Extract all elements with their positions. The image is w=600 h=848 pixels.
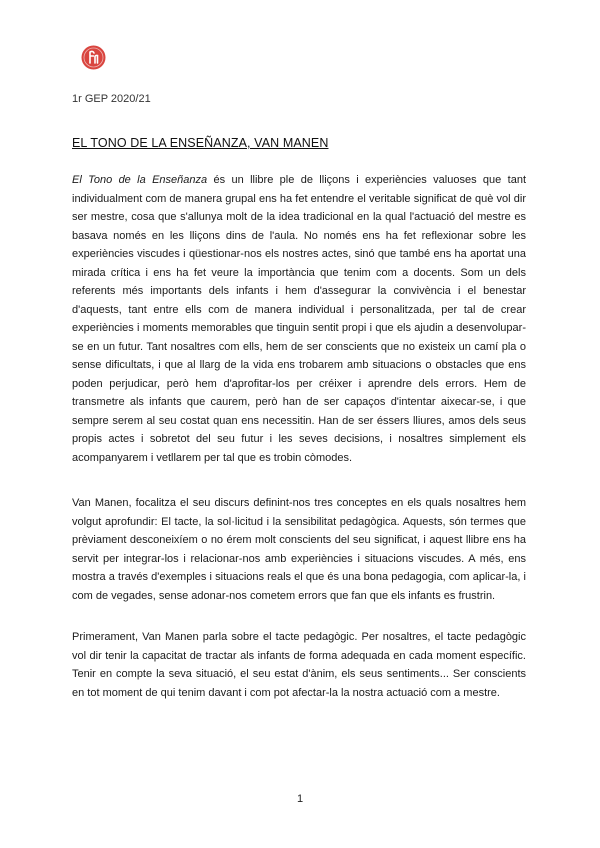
book-title-italic: El Tono de la Enseñanza <box>72 174 208 186</box>
paragraph-1-text: és un llibre ple de lliçons i experiències valuoses que tant individualment com de manera grupal ens ha fet entendre el veritable significat de què vol dir ser mestre, cosa que s'allunya molt de la idea tradicional en la qual l'actuació del mestre es basava només en les lliçons dins de l'aula. No només ens ha fet reflexionar sobre les experiències viscudes i qüestionar-nos els nostres actes, sinó que també ens ha aportat una mirada crítica i ens ha fet veure la importància que tenim com a docents. Som un dels referents més importants dels infants i hem d'assegurar la convivència i el benestar d'aquests, tant entre ells com de manera individual i personalitzada, per tal de crear experiències i moments memorables que tinguin sentit propi i que els ajudin a desenvolupar-se en un futur. Tant nosaltres com ells, hem de ser conscients que no existeix un camí pla o sense dificultats, i que al llarg de la vida ens trobarem amb situacions o obstacles que ens poden perjudicar, però hem d'aprofitar-los per créixer i aprendre dels errors. Hem de transmetre als infants que caurem, però han de ser capaços d'intentar aixecar-se, i que sempre serem al seu costat quan ens necessitin. Han de ser éssers lliures, amos dels seus propis actes i sobretot del seu futur i les seves decisions, i nosaltres simplement els acompanyarem i vetllarem per tal que es trobin còmodes. <box>72 174 526 464</box>
paragraph-1 <box>72 171 526 467</box>
university-seal-icon <box>81 45 106 70</box>
page-number: 1 <box>296 793 304 805</box>
paragraph-3: Primerament, Van Manen parla sobre el tacte pedagògic. Per nosaltres, el tacte pedagògic vol dir tenir la capacitat de tractar als infants de forma adequada en cada moment específic. Tenir en compte la seva situació, el seu estat d'ànim, els seus sentiments... Ser conscients en tot moment de qui tenim davant i com pot afectar-la la nostra actuació com a mestre. <box>72 631 526 699</box>
logo-graphic <box>81 45 106 70</box>
document-title: EL TONO DE LA ENSEÑANZA, VAN MANEN <box>72 136 329 150</box>
course-label: 1r GEP 2020/21 <box>72 93 151 105</box>
paragraph-2: Van Manen, focalitza el seu discurs definint-nos tres conceptes en els quals nosaltres hem volgut aprofundir: El tacte, la sol·licitud i la sensibilitat pedagògica. Aquests, són termes que prèviament desconeixíem o no érem molt conscients del seu significat, i aquest llibre ens ha servit per integrar-los i relacionar-nos amb experiències i situacions viscudes. A més, ens mostra a través d'exemples i situacions reals el que és una bona pedagogia, com aplicar-la, i com de vegades, sense adonar-nos cometem errors que fan que els infants es frustrin. <box>72 497 526 602</box>
